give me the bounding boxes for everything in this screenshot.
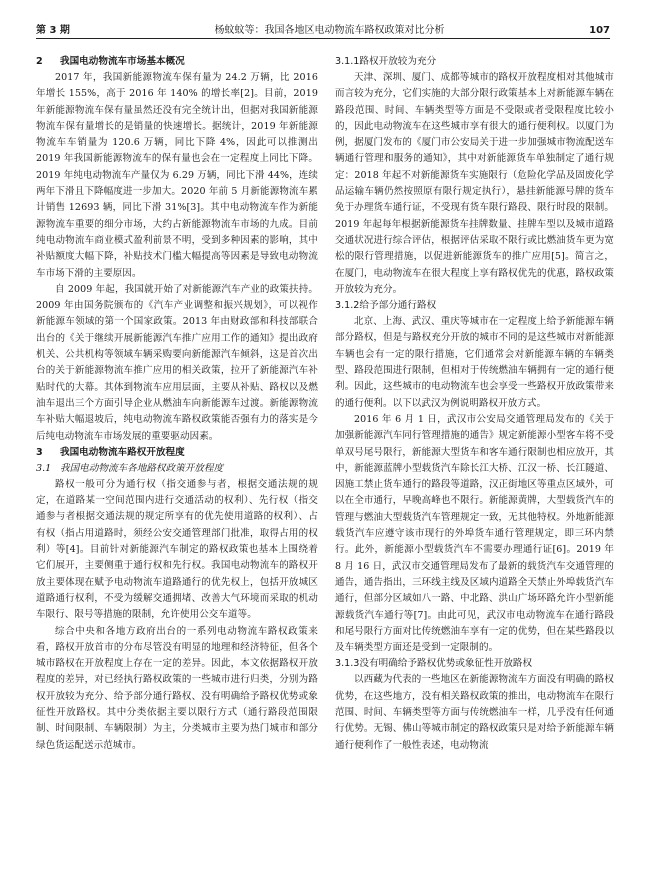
header-rule bbox=[36, 38, 610, 39]
right-column bbox=[335, 52, 614, 872]
page-number: 107 bbox=[589, 25, 610, 36]
section-heading-3: 3 我国电动物流车路权开放程度 bbox=[36, 446, 185, 458]
paragraph: 综合中央和各地方政府出台的一系列电动物流车路权政策来看，路权开放首市的分布尽管没有明显的地理和经济特征，但各个城市路权在开放程度上存在一定的差异。因此，本文依据路权开放程度的差异，对已经执行路权政策的一些城市进行归类，分别为路权开放较为充分、给予部分通行路权、没有明确给予路权优势或象征性开放路权。其中分类依据主要以限行方式（通行路段范围限制、时间限制、车辆限制）为主，分类城市主要为热门城市和部分绿色货运配送示范城市。 bbox=[36, 625, 318, 751]
paragraph: 2017 年，我国新能源物流车保有量为 24.2 万辆，比 2016 年增长 155%，高于 2016 年 140% 的增长率[2]。目前，2019 年新能源物流车保有量虽然还没有完全统计出，但据对我国新能源物流车保有量增长的是销量的快速增长。据统计，2019 年新能源物流车车销量为 120.6 万辆，同比下降 4%，因此可以推测出 2019 年我国新能源物流车的保有量也会在一定程度上同比下降。2019 年纯电动物流车产量仅为 6.29 万辆，同比下滑 44%，连续两年下滑且下降幅度进一步加大。2020 年前 5 月新能源物流车累计销售 12693 辆，同比下滑 31%[3]。其中电动物流车作为新能源物流车重要的细分市场，大约占新能源物流车市场的九成。目前纯电动物流车商业模式盈利前景不明，受到多种因素的影响，其中补贴额度大幅下降，补贴技术门槛大幅提高等因素是导致电动物流车市场下滑的主要原因。 bbox=[36, 72, 318, 279]
paragraph: 以西藏为代表的一些地区在新能源物流车方面没有明确的路权优势，在这些地方，没有相关路权政策的推出，电动物流车在限行范围、时间、车辆类型等方面与传统燃油车一样，几乎没有任何通行优势。无锡、佛山等城市制定的路权政策只是对给予新能源车辆通行便利作了一般性表述，电动物流 bbox=[335, 674, 614, 751]
paragraph: 北京、上海、武汉、重庆等城市在一定程度上给予新能源车辆部分路权，但是与路权充分开放的城市不同的是这些城市对新能源车辆也会有一定的限行措施，它们通常会对新能源车辆的车辆类型、路段范围进行限制，但相对于传统燃油车辆拥有一定的通行便利。因此，这些城市的电动物流车也会享受一些路权开放政策带来的通行便利。以下以武汉为例说明路权开放方式。 bbox=[335, 316, 614, 409]
issue-number: 第 3 期 bbox=[36, 25, 70, 36]
paragraph: 天津、深圳、厦门、成都等城市的路权开放程度相对其他城市而言较为充分，它们实施的大部分限行政策基本上对新能源车辆在路段范围、时间、车辆类型等方面是不受限或者受限程度比较小的，因此电动物流车在这些城市享有很大的通行便利权。以厦门为例，据厦门发布的《厦门市公安局关于进一步加强城市物流配送车辆通行管理和服务的通知》，其中对新能源货车单独制定了通行规定：2018 年起不对新能源货车实施限行（危险化学品及固废化学品运输车辆仍然按照原有限行规定执行），悬挂新能源号牌的货车免于办理货车通行证，不受现有货车限行路段、限行时段的限制。2019 年起每年根据新能源货车挂牌数量、挂牌车型以及城市道路交通状况进行综合评估，根据评估采取不限行或比燃油货车更为宽松的限行管理措施，以促进新能源货车的推广应用[5]。简言之，在厦门，电动物流车在很大程度上享有路权优先的优惠，路权政策开放较为充分。 bbox=[335, 72, 614, 295]
section-heading-2: 2 我国电动物流车市场基本概况 bbox=[36, 56, 185, 67]
subsection-heading-3-1-1: 3.1.1路权开放较为充分 bbox=[335, 56, 437, 67]
running-title: 杨蚊蚊等：我国各地区电动物流车路权政策对比分析 bbox=[214, 25, 445, 36]
subsection-heading-3-1: 3.1 我国电动物流车各地路权政策开放程度 bbox=[36, 462, 224, 474]
paragraph: 自 2009 年起，我国就开始了对新能源汽车产业的政策扶持。2009 年由国务院颁布的《汽车产业调整和振兴规划》，可以视作新能源车领域的第一个国家政策。2013 年由财政部和科技部联合出台的《关于继续开展新能源汽车推广应用工作的通知》提出政府机关、公共机构等领域车辆采购要向新能源汽车倾斜，这是首次出台的关于新能源物流车推广应用的相关政策，拉开了新能源汽车补贴时代的大幕。其体到物流车应用层面，主要从补贴、路权以及燃油车退出三个方面引导企业从燃油车向新能源车过渡。新能源物流车补贴大幅退坡后，纯电动物流车路权政策能否强有力的落实是今后纯电动物流车市场发展的重要驱动因素。 bbox=[36, 283, 318, 442]
subsection-heading-3-1-2: 3.1.2给予部分通行路权 bbox=[335, 300, 437, 312]
left-column bbox=[36, 52, 318, 872]
subsection-heading-3-1-3: 3.1.3没有明确给予路权优势或象征性开放路权 bbox=[335, 658, 533, 670]
paragraph: 2016 年 6 月 1 日，武汉市公安局交通管理局发布的《关于加强新能源汽车同行管理措施的通告》规定新能源小型客车将不受单双号尾号限行，新能源大型货车和客车通行限制也相应放开，其中，新能源蓝牌小型载货汽车除长江大桥、江汉一桥、长江隧道、因施工禁止货车通行的路段等道路，汉正街地区等重点区域外，可以在全市通行，早晚高峰也不限行。新能源黄牌，大型载货汽车的管理与燃油大型载货汽车管理规定一致，无其他特权。外地新能源载货汽车应遵守该市现行的外埠货车通行管理规定，即三环内禁行。此外，新能源小型载货汽车不需要办理通行证[6]。2019 年 8 月 16 日，武汉市交通管理局发布了最新的载货汽车交通管理的通告，通告指出，三环线主线及区域内道路全天禁止外埠载货汽车通行，但部分区域如八一路、中北路、洪山广场环路允许小型新能源载货汽车通行等[7]。由此可见，武汉市电动物流车在通行路段和尾号限行方面对比传统燃油车享有一定的优势，但在某些路段以及车辆类型方面还是受到一定限制的。 bbox=[335, 413, 614, 654]
paragraph: 路权一般可分为通行权（指交通参与者，根据交通法规的规定，在道路某一空间范围内进行交通活动的权利）、先行权（指交通参与者根据交通法规的规定所享有的优先使用道路的权利）、占有权（指占用道路时，须经公安交通管理部门批准，取得占用的权利）等[4]。目前针对新能源汽车制定的路权政策也基本上围绕着它们展开，主要侧重于通行权和先行权。我国电动物流车的路权开放主要体现在赋予电动物流车道路通行的优先权上，包括开放城区道路通行权利，不受为缓解交通拥堵、改善大气环境而采取的机动车限行、限号等措施的限制，允许使用公交车道等。 bbox=[36, 478, 318, 621]
page-header bbox=[36, 16, 610, 36]
